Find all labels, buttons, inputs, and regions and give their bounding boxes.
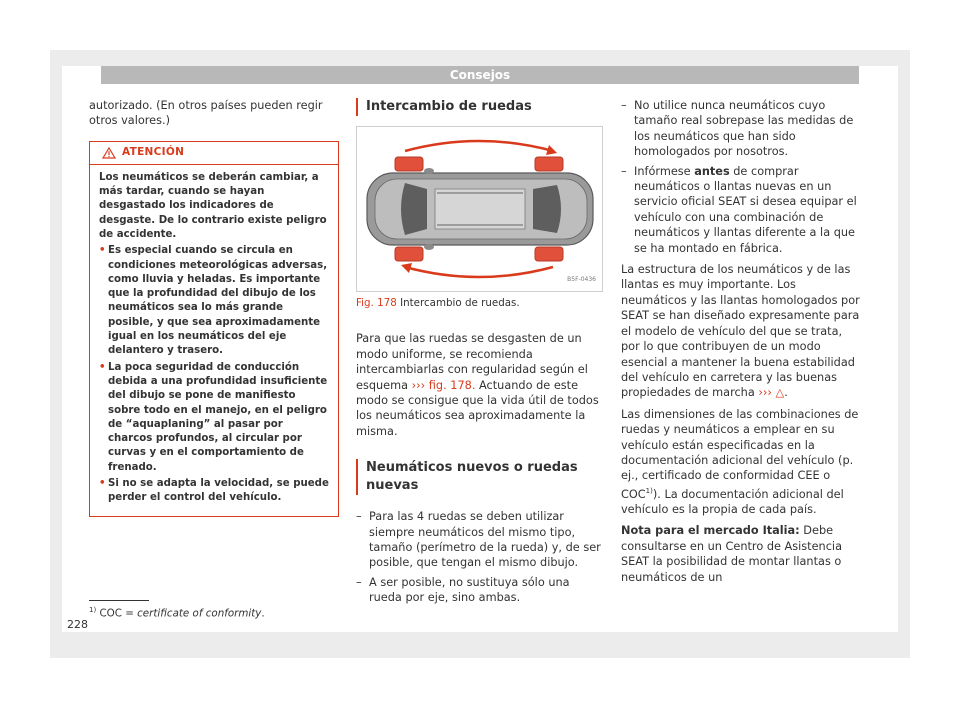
list-item: – A ser posible, no sustituya sólo una rueda por eje, sino ambas. (356, 575, 601, 606)
paragraph-text: Debe consultarse en un Centro de Asistencia SEAT la posibilidad de montar llantas o neumáticos de un (621, 524, 842, 584)
paragraph-text: La estructura de los neumáticos y de las llantas es muy importante. Los neumáticos y las llantas homologados por SEAT se han diseñado expresamente para el modelo de vehículo del que se trata, por lo que contribuyen de un modo esencial a mantener la buena estabilidad del vehículo en carretera y las buenas propiedades de marcha (621, 263, 860, 400)
list-item: – No utilice nunca neumáticos cuyo tamaño real sobrepase las medidas de los neumáticos que han sido homologados por nosotros. (621, 98, 861, 160)
figure-label: Fig. 178 (356, 297, 397, 309)
footnote-text: COC = (99, 607, 134, 620)
column-left (89, 98, 339, 517)
page-header: Consejos (101, 66, 859, 84)
rotation-paragraph (356, 331, 601, 439)
section-title-new-tires: Neumáticos nuevos o ruedas nuevas (356, 459, 601, 495)
warning-lead: Los neumáticos se deberán cambiar, a más tardar, cuando se hayan desgastado los indicadores de desgaste. De lo contrario existe peligro de accidente. (99, 171, 327, 240)
figure-caption-text: Intercambio de ruedas. (400, 297, 520, 309)
page-number: 228 (67, 618, 88, 631)
warning-body (90, 165, 338, 516)
paragraph-text: Actuando de este modo se consigue que la vida útil de todos los neumáticos sea aproximadamente la misma. (356, 378, 599, 438)
section-title-tire-rotation: Intercambio de ruedas (356, 98, 601, 116)
paragraph-text: ). La documentación adicional del vehículo es la propia de cada país. (621, 487, 844, 516)
list-item-emphasis: antes (694, 164, 730, 178)
figure-caption (356, 296, 601, 311)
footnote-italic: certificate of conformity (137, 607, 262, 620)
column-right (621, 98, 861, 591)
paragraph-dimensions (621, 407, 861, 518)
list-item: – Para las 4 ruedas se deben utilizar siempre neumáticos del mismo tipo, tamaño (perímetro de la rueda) y, de ser posible, que tengan el mismo dibujo. (356, 509, 601, 571)
warning-bullet: • La poca seguridad de conducción debida a una profundidad insuficiente del dibujo se pone de manifiesto sobre todo en el manejo, en el peligro de “aquaplaning” al pasar por charcos profundos, al circular por curvas y en el comportamiento de frenado. (99, 361, 330, 475)
footnote-text: . (261, 607, 265, 620)
footnote-mark: 1) (89, 606, 97, 614)
figure-tire-rotation (356, 126, 603, 292)
paragraph-structure: La estructura de los neumáticos y de las llantas es muy importante. Los neumáticos y las llantas homologados por SEAT se han diseñado expresamente para el modelo de vehículo del que se trata, por lo que contribuyen de un modo esencial a mantener la buena estabilidad del vehículo en carretera y las buenas propiedades de marcha ››› △. (621, 263, 860, 400)
note-label: Nota para el mercado Italia: (621, 524, 800, 538)
list-item (621, 164, 861, 256)
warning-triangle-icon: △ (775, 386, 785, 400)
list-item-text: de comprar neumáticos o llantas nuevas en un servicio oficial SEAT si desea equipar el vehículo con una combinación de neumáticos y llantas diferente a la que se ha montado en fábrica. (634, 164, 857, 255)
intro-text: autorizado. (En otros países pueden regir otros valores.) (89, 99, 323, 128)
warning-header (90, 142, 338, 165)
warning-box (89, 141, 339, 517)
footnote-mark: 1) (645, 486, 653, 495)
warning-reference-link[interactable]: ››› (758, 386, 772, 400)
warning-title: ATENCIÓN (122, 146, 185, 159)
column-middle (356, 98, 601, 610)
paragraph-text: Las dimensiones de las combinaciones de ruedas y neumáticos a emplear en su vehículo están especificadas en la documentación adicional del vehículo (p. ej., certificado de conformidad CEE o COC (621, 407, 859, 501)
warning-bullet: • Si no se adapta la velocidad, se puede perder el control del vehículo. (99, 477, 330, 506)
figure-reference-link[interactable]: ››› fig. 178. (411, 378, 476, 392)
list-item-text: Infórmese (634, 164, 691, 178)
footnote (89, 606, 265, 619)
footnote-divider (89, 600, 149, 601)
car-top-view-illustration (357, 127, 602, 291)
paragraph-italy-note (621, 523, 861, 585)
warning-triangle-icon (102, 147, 116, 159)
warning-bullet: • Es especial cuando se circula en condiciones meteorológicas adversas, como lluvia y heladas. Es importante que la profundidad del dibujo de los neumáticos sea lo más grande posible, y que sea aproximadamente igual en los neumáticos del eje delantero y trasero. (99, 244, 330, 358)
figure-code: B5F-0436 (567, 275, 596, 283)
paragraph-text: Para que las ruedas se desgasten de un modo uniforme, se recomienda intercambiarlas con regularidad según el esquema (356, 332, 588, 392)
